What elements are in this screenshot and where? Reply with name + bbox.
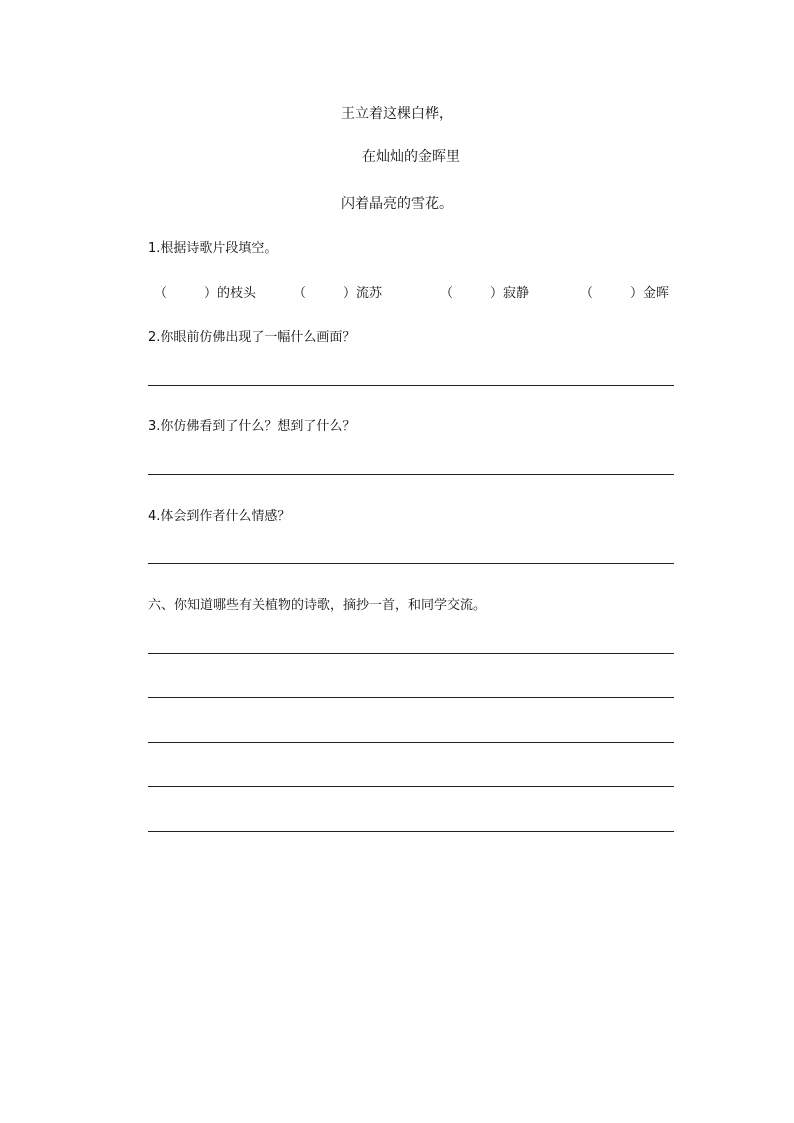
answer-line-s6-3[interactable] xyxy=(148,742,674,743)
answer-line-s6-5[interactable] xyxy=(148,831,674,832)
fill-blank-2[interactable] xyxy=(293,282,382,301)
poem-line-2: 在灿灿的金晖里 xyxy=(362,149,460,165)
blank-word: 流苏 xyxy=(356,286,383,301)
question-1: 1.根据诗歌片段填空。 xyxy=(148,241,278,256)
paren-close: ） xyxy=(343,286,357,301)
blank-word: 寂静 xyxy=(503,286,530,301)
answer-line-q3[interactable] xyxy=(148,474,674,475)
paren-close: ） xyxy=(630,286,644,301)
blank-word: 的枝头 xyxy=(217,286,257,301)
fill-blank-3[interactable] xyxy=(440,282,529,301)
fill-blank-1[interactable] xyxy=(154,282,256,301)
poem-line-1: 王立着这棵白桦， xyxy=(341,106,453,122)
paren-close: ） xyxy=(204,286,218,301)
blank-word: 金晖 xyxy=(643,286,670,301)
section-6-title: 六、你知道哪些有关植物的诗歌，摘抄一首，和同学交流。 xyxy=(148,598,487,613)
question-2: 2.你眼前仿佛出现了一幅什么画面？ xyxy=(148,330,356,345)
question-3: 3.你仿佛看到了什么？想到了什么？ xyxy=(148,419,356,434)
answer-line-s6-2[interactable] xyxy=(148,697,674,698)
paren-open: （ xyxy=(293,286,307,301)
fill-blank-4[interactable] xyxy=(580,282,669,301)
question-4: 4.体会到作者什么情感？ xyxy=(148,509,291,524)
paren-open: （ xyxy=(440,286,454,301)
poem-line-3: 闪着晶亮的雪花。 xyxy=(341,196,453,212)
paren-close: ） xyxy=(490,286,504,301)
paren-open: （ xyxy=(580,286,594,301)
answer-line-q2[interactable] xyxy=(148,385,674,386)
answer-line-s6-1[interactable] xyxy=(148,653,674,654)
answer-line-q4[interactable] xyxy=(148,563,674,564)
answer-line-s6-4[interactable] xyxy=(148,786,674,787)
paren-open: （ xyxy=(154,286,168,301)
